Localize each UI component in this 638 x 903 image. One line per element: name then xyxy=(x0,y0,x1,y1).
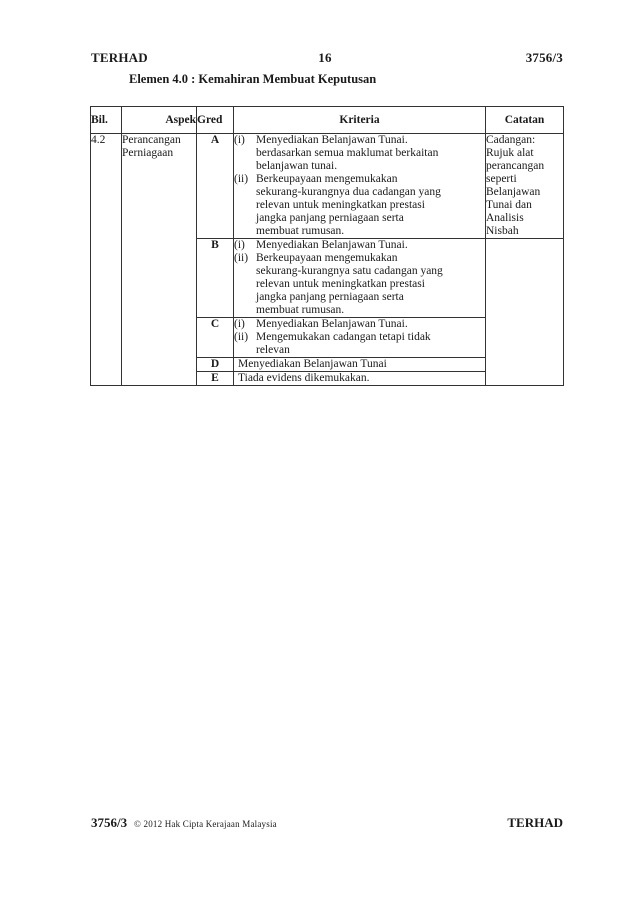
criterion-number: (ii) xyxy=(234,331,249,343)
footer-copyright: © 2012 Hak Cipta Kerajaan Malaysia xyxy=(134,819,277,829)
criteria-cell xyxy=(234,318,486,358)
criterion-text xyxy=(256,134,485,173)
criterion-number: (i) xyxy=(234,239,245,251)
criterion-number: (ii) xyxy=(234,252,249,264)
criterion-item xyxy=(234,331,485,357)
criterion-text xyxy=(256,331,485,357)
criterion-line: Menyediakan Belanjawan Tunai. xyxy=(256,134,408,146)
criterion-number: (i) xyxy=(234,318,245,330)
criterion-text xyxy=(256,239,485,252)
criteria-cell xyxy=(234,239,486,318)
criteria-cell xyxy=(234,358,486,372)
criterion-item xyxy=(234,318,485,331)
criterion-line: membuat rumusan. xyxy=(256,225,345,237)
criteria-cell xyxy=(234,372,486,386)
criterion-item xyxy=(234,252,485,317)
aspect-cell xyxy=(122,134,197,386)
grade-cell: A xyxy=(197,134,234,239)
item-number: 4.2 xyxy=(91,134,122,386)
notes-line: perancangan xyxy=(486,160,545,172)
aspect-line: Perniagaan xyxy=(122,147,174,159)
column-header-aspek: Aspek xyxy=(122,107,197,134)
column-header-catatan: Catatan xyxy=(486,107,564,134)
rubric-body xyxy=(91,134,564,386)
criterion-line: Mengemukakan cadangan tetapi tidak xyxy=(256,331,431,343)
criterion-number: (i) xyxy=(234,134,245,146)
criterion-line: sekurang-kurangnya dua cadangan yang xyxy=(256,186,441,198)
criterion-line: berdasarkan semua maklumat berkaitan xyxy=(256,147,439,159)
notes-line: Nisbah xyxy=(486,225,519,237)
table-header-row xyxy=(91,107,564,134)
criterion-line: Menyediakan Belanjawan Tunai. xyxy=(256,239,408,251)
page-number: 16 xyxy=(318,50,332,65)
notes-cell xyxy=(486,134,564,239)
criterion-line: Berkeupayaan mengemukakan xyxy=(256,173,398,185)
criterion-item xyxy=(234,134,485,173)
criterion-number: (ii) xyxy=(234,173,249,185)
notes-line: Analisis xyxy=(486,212,524,224)
criterion-line: belanjawan tunai. xyxy=(256,160,338,172)
footer-paper-code: 3756/3 xyxy=(91,815,128,830)
column-header-gred: Gred xyxy=(197,107,234,134)
criterion-text xyxy=(256,173,485,238)
footer-classification: TERHAD xyxy=(507,815,563,830)
criterion-line: jangka panjang perniagaan serta xyxy=(256,212,404,224)
header-left-label: TERHAD xyxy=(91,50,148,65)
notes-line: Tunai dan xyxy=(486,199,532,211)
criteria-cell xyxy=(234,134,486,239)
grade-cell: D xyxy=(197,358,234,372)
element-title: Elemen 4.0 : Kemahiran Membuat Keputusan xyxy=(129,72,377,86)
grade-cell: E xyxy=(197,372,234,386)
criterion-text: Menyediakan Belanjawan Tunai xyxy=(238,358,387,370)
grade-cell: B xyxy=(197,239,234,318)
notes-line: Rujuk alat xyxy=(486,147,534,159)
notes-empty-cell xyxy=(486,239,564,386)
criterion-item xyxy=(234,173,485,238)
criterion-text xyxy=(256,318,485,331)
criterion-line: relevan xyxy=(256,344,290,356)
notes-line: seperti xyxy=(486,173,517,185)
grade-row xyxy=(91,134,564,239)
column-header-bil: Bil. xyxy=(91,107,122,134)
criterion-line: sekurang-kurangnya satu cadangan yang xyxy=(256,265,443,277)
notes-line: Belanjawan xyxy=(486,186,541,198)
criterion-line: Berkeupayaan mengemukakan xyxy=(256,252,398,264)
grade-cell: C xyxy=(197,318,234,358)
rubric-table xyxy=(90,106,564,386)
criterion-line: relevan untuk meningkatkan prestasi xyxy=(256,278,425,290)
column-header-kriteria: Kriteria xyxy=(234,107,486,134)
criterion-line: jangka panjang perniagaan serta xyxy=(256,291,404,303)
criterion-line: Menyediakan Belanjawan Tunai. xyxy=(256,318,408,330)
notes-line: Cadangan: xyxy=(486,134,536,146)
criterion-text xyxy=(256,252,485,317)
criterion-item xyxy=(234,239,485,252)
criterion-line: relevan untuk meningkatkan prestasi xyxy=(256,199,425,211)
aspect-line: Perancangan xyxy=(122,134,181,146)
criterion-text: Tiada evidens dikemukakan. xyxy=(238,372,370,384)
paper-code: 3756/3 xyxy=(525,50,563,65)
criterion-line: membuat rumusan. xyxy=(256,304,345,316)
